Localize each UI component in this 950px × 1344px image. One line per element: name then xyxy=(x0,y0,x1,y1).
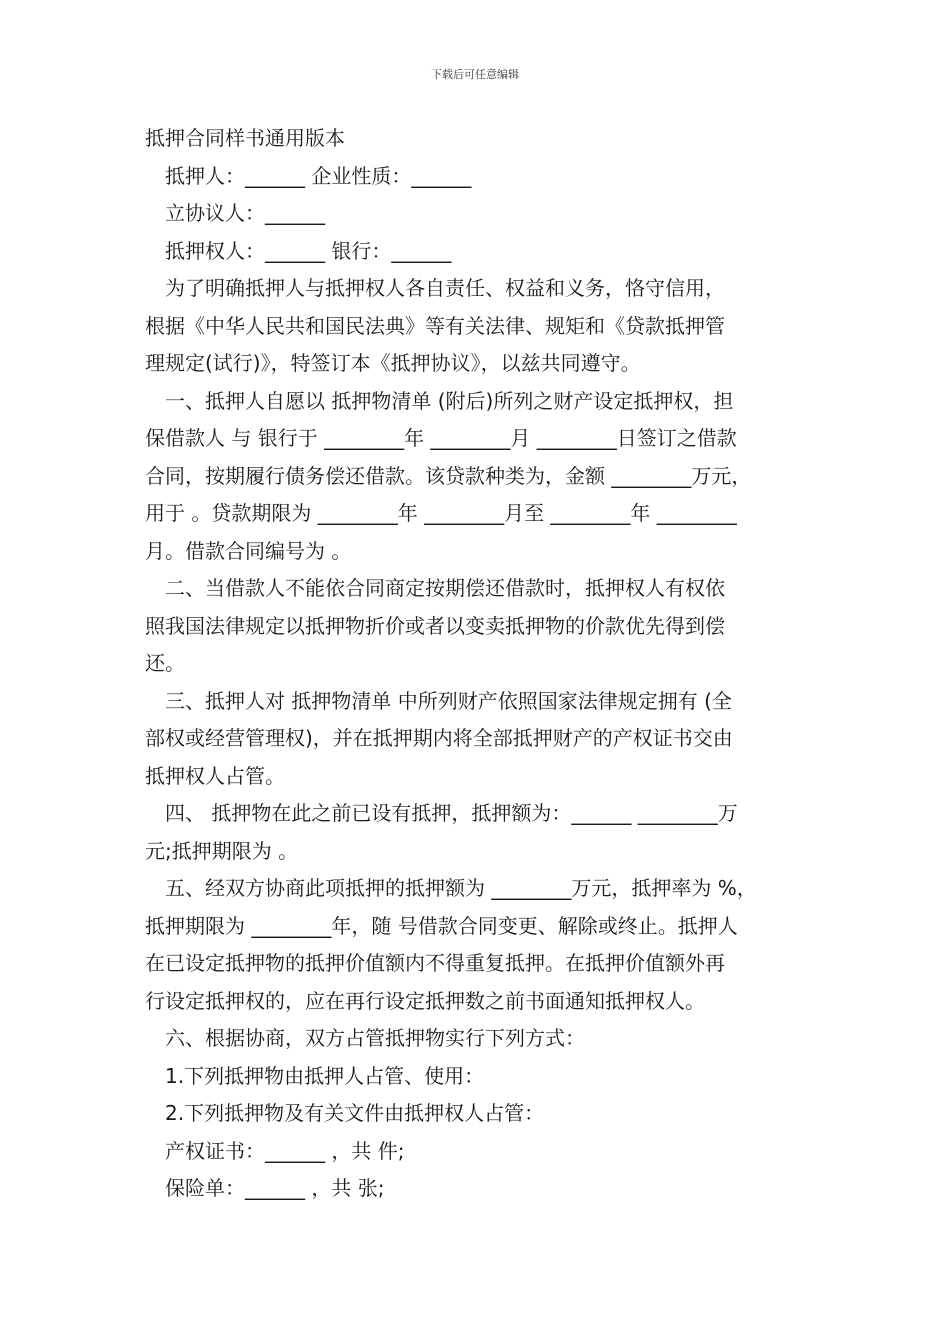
contract-body xyxy=(145,120,815,1208)
document-title: 抵押合同样书通用版本 xyxy=(145,126,345,150)
contract-line: 合同，按期履行债务偿还借款。该贷款种类为，金额 ________万元， xyxy=(145,463,752,488)
contract-line: 用于 。贷款期限为 ________年 ________月至 ________年 ________ xyxy=(145,501,737,525)
page-header-note: 下载后可任意编辑 xyxy=(431,68,519,81)
contract-line: 保借款人 与 银行于 ________年 ________月 ________日签订之借款 xyxy=(145,426,737,450)
contract-line: 抵押期限为 ________年，随 号借款合同变更、解除或终止。抵押人 xyxy=(145,913,738,938)
contract-lines xyxy=(145,158,815,1208)
contract-line: 一、抵押人自愿以 抵押物清单 (附后)所列之财产设定抵押权，担 xyxy=(165,388,734,413)
contract-line: 部权或经营管理权)，并在抵押期内将全部抵押财产的产权证书交由 xyxy=(145,726,733,750)
contract-line: 产权证书：______ ，共 件; xyxy=(165,1138,405,1163)
contract-line: 六、根据协商，双方占管抵押物实行下列方式： xyxy=(165,1026,585,1050)
contract-line: 1.下列抵押物由抵押人占管、使用： xyxy=(165,1063,485,1088)
contract-line: 五、经双方协商此项抵押的抵押额为 ________万元，抵押率为 %， xyxy=(165,876,757,900)
contract-line: 三、抵押人对 抵押物清单 中所列财产依照国家法律规定拥有 (全 xyxy=(165,688,732,713)
contract-line: 二、当借款人不能依合同商定按期偿还借款时，抵押权人有权依 xyxy=(165,576,725,600)
contract-line: 四、 抵押物在此之前已设有抵押，抵押额为：______ ________万 xyxy=(165,801,738,825)
contract-line: 还。 xyxy=(145,651,185,675)
contract-line: 为了明确抵押人与抵押权人各自责任、权益和义务，恪守信用， xyxy=(165,276,725,300)
contract-line: 行设定抵押权的，应在再行设定抵押数之前书面通知抵押权人。 xyxy=(145,988,705,1013)
contract-line: 抵押人：______ 企业性质：______ xyxy=(165,163,472,188)
contract-line: 2.下列抵押物及有关文件由抵押权人占管： xyxy=(165,1101,545,1125)
contract-line: 理规定(试行)》，特签订本《抵押协议》，以兹共同遵守。 xyxy=(145,351,641,375)
contract-line: 在已设定抵押物的抵押价值额内不得重复抵押。在抵押价值额外再 xyxy=(145,951,725,975)
contract-line: 月。借款合同编号为 。 xyxy=(145,538,352,563)
contract-line: 照我国法律规定以抵押物折价或者以变卖抵押物的价款优先得到偿 xyxy=(145,613,725,638)
contract-line: 抵押权人占管。 xyxy=(145,763,285,788)
contract-line: 抵押权人：______ 银行：______ xyxy=(165,238,452,263)
contract-line: 元;抵押期限为 。 xyxy=(145,838,299,863)
contract-line: 根据《中华人民共和国民法典》等有关法律、规矩和《贷款抵押管 xyxy=(145,313,725,338)
contract-line: 立协议人：______ xyxy=(165,201,325,225)
contract-line: 保险单：______ ，共 张; xyxy=(165,1176,385,1200)
